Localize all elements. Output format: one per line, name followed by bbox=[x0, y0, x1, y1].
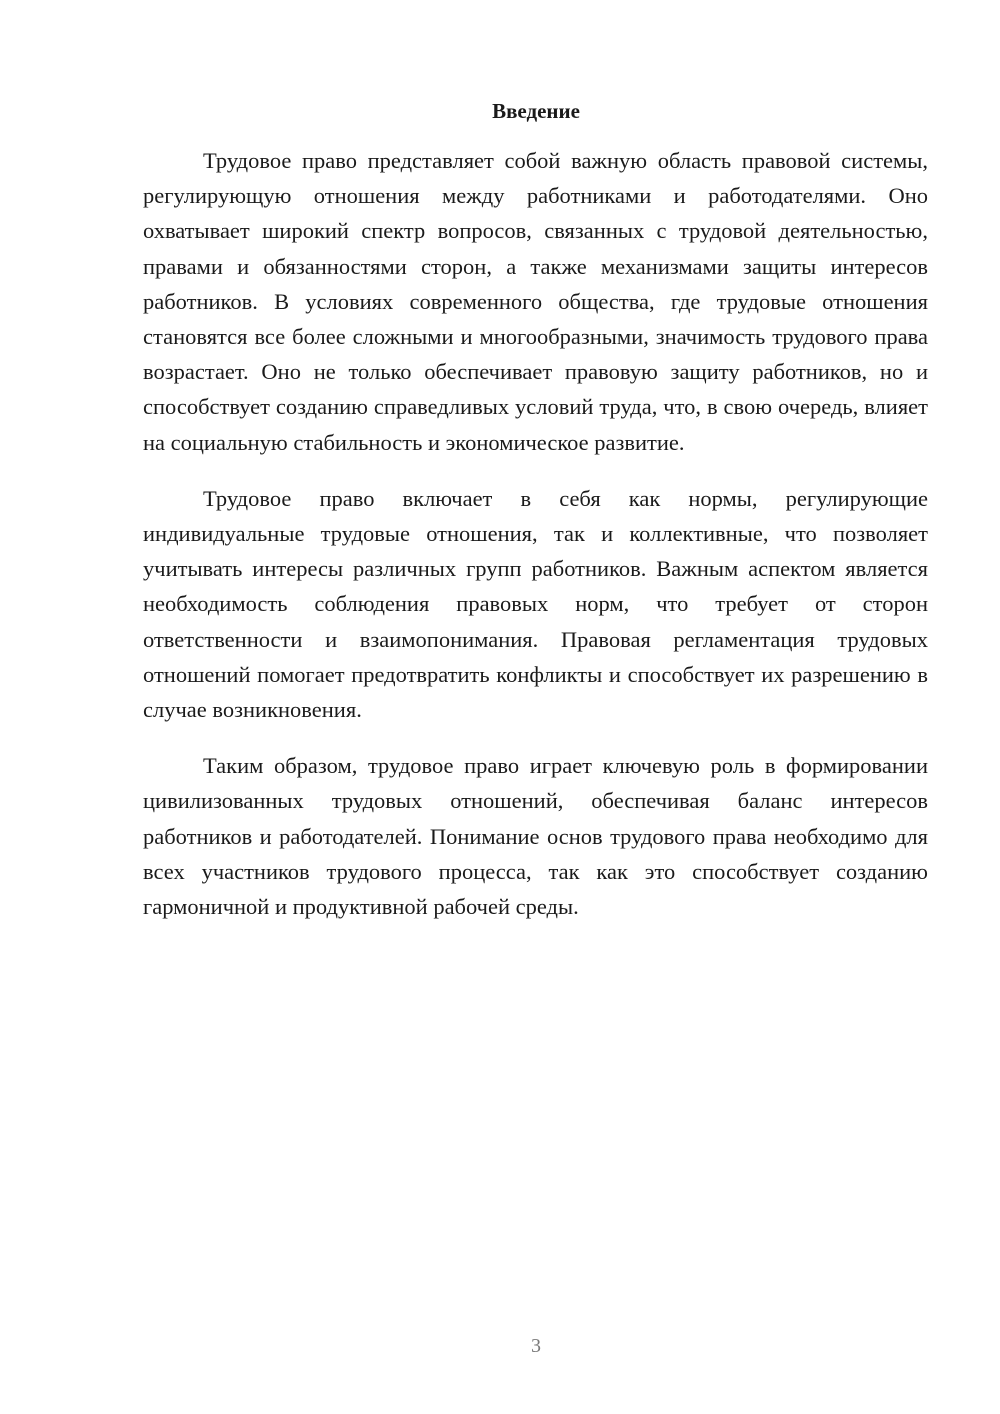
body-text bbox=[143, 143, 928, 945]
page-number: 3 bbox=[531, 1335, 541, 1357]
paragraph: Трудовое право представляет собой важную область правовой системы, регулирующую отношения между работниками и работодателями. Оно охватывает широкий спектр вопросов, связанных с трудовой деятельностью, правами и обязанностями сторон, а также механизмами защиты интересов работников. В условиях современного общества, где трудовые отношения становятся все более сложными и многообразными, значимость трудового права возрастает. Оно не только обеспечивает правовую защиту работников, но и способствует созданию справедливых условий труда, что, в свою очередь, влияет на социальную стабильность и экономическое развитие. bbox=[143, 148, 928, 455]
paragraph: Таким образом, трудовое право играет ключевую роль в формировании цивилизованных трудовых отношений, обеспечивая баланс интересов работников и работодателей. Понимание основ трудового права необходимо для всех участников трудового процесса, так как это способствует созданию гармоничной и продуктивной рабочей среды. bbox=[143, 753, 928, 920]
paragraph: Трудовое право включает в себя как нормы, регулирующие индивидуальные трудовые отношения, так и коллективные, что позволяет учитывать интересы различных групп работников. Важным аспектом является необходимость соблюдения правовых норм, что требует от сторон ответственности и взаимопонимания. Правовая регламентация трудовых отношений помогает предотвратить конфликты и способствует их разрешению в случае возникновения. bbox=[143, 485, 928, 723]
section-heading: Введение bbox=[492, 99, 580, 123]
